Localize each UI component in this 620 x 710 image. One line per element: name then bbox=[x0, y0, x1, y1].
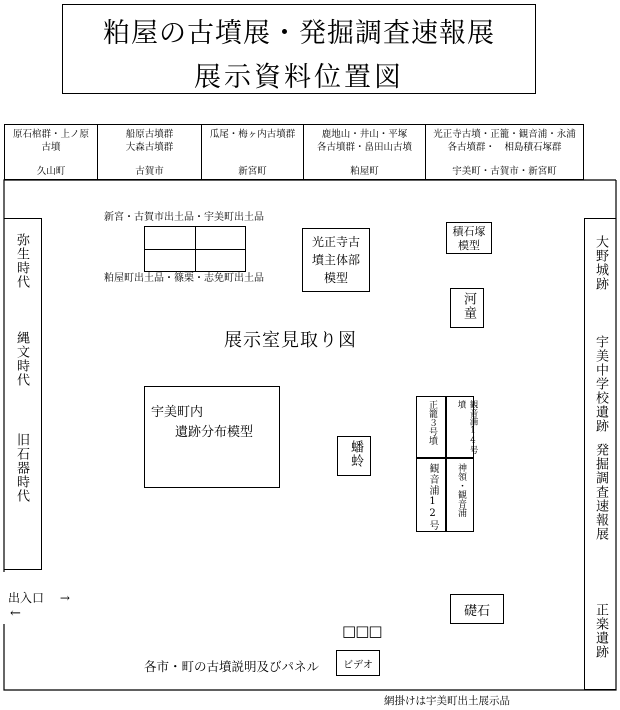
video-label: ビデオ bbox=[343, 659, 373, 671]
site-shoraku: 正楽遺跡 bbox=[593, 603, 608, 659]
square-icon: □ bbox=[368, 622, 382, 640]
table-bottom-label: 粕屋町出土品・篠栗・志免町出土品 bbox=[104, 273, 264, 284]
top-panel-area: 宇美町・古賀市・新宮町 bbox=[452, 166, 557, 177]
tsumiishi-label: 模型 bbox=[458, 239, 480, 252]
top-panel-text: 古墳 bbox=[41, 142, 61, 153]
kofun-label: 観音浦14号墳 bbox=[456, 400, 478, 454]
room-label: 展示室見取り図 bbox=[224, 330, 357, 351]
site-excavation: 発掘調査速報展 bbox=[593, 443, 608, 541]
left-era-panel bbox=[4, 218, 42, 570]
small-squares bbox=[342, 622, 382, 640]
top-panel-text: 船原古墳群 bbox=[125, 129, 174, 140]
era-yayoi: 弥生時代 bbox=[14, 233, 29, 289]
umi-map-label: 遺跡分布模型 bbox=[175, 425, 254, 440]
era-jomon: 縄文時代 bbox=[14, 331, 29, 387]
tsumiishi-model bbox=[446, 222, 492, 254]
kawado-label: 河童 bbox=[461, 292, 476, 320]
isotoishi-box bbox=[450, 594, 504, 624]
top-panel-text: 鹿地山・井山・平塚 bbox=[321, 129, 408, 140]
top-panel-text: 光正寺古墳・正籠・観音浦・永浦 bbox=[433, 129, 576, 140]
top-panel-text: 原石棺群・上ノ原 bbox=[12, 129, 89, 140]
kosho-kofun-model bbox=[302, 228, 370, 292]
kofun-label: 観音浦12号 bbox=[427, 463, 438, 531]
shoro-kofun-3 bbox=[416, 396, 446, 458]
tsukuba-label: 蟠蛉 bbox=[348, 440, 363, 468]
bottom-panel-label: 各市・町の古墳説明及びパネル bbox=[144, 659, 320, 674]
kannonura-kofun-12 bbox=[416, 458, 446, 532]
square-icon: □ bbox=[355, 622, 369, 640]
kofun-label: 神領・観音浦 bbox=[456, 463, 466, 517]
umi-site-map-model bbox=[144, 386, 280, 488]
table-top-label: 新宮・古賀市出土品・宇美町出土品 bbox=[104, 212, 264, 223]
square-icon: □ bbox=[342, 622, 356, 640]
tsukuba-box bbox=[337, 436, 371, 476]
tsumiishi-label: 積石塚 bbox=[452, 225, 486, 238]
kannonura-kofun-14 bbox=[446, 396, 478, 458]
footnote: 網掛けは宇美町出土展示品 bbox=[384, 695, 510, 707]
arrow-right-icon: → bbox=[59, 591, 70, 605]
site-umi-jhs: 宇美中学校遺跡 bbox=[593, 335, 608, 433]
top-panel-text: 各古墳群・畠田山古墳 bbox=[316, 142, 412, 153]
top-panel-area: 新宮町 bbox=[238, 166, 267, 177]
top-panel-text: 大森古墳群 bbox=[125, 142, 174, 153]
top-panel-text: 各古墳群・ 相島積石塚群 bbox=[447, 142, 562, 153]
entrance-label bbox=[8, 589, 70, 606]
top-panel-text: 瓜尾・梅ヶ内古墳群 bbox=[209, 129, 296, 140]
era-paleolithic: 旧石器時代 bbox=[14, 433, 29, 503]
isotoishi-label: 礎石 bbox=[463, 603, 490, 619]
kosho-kofun-model-label: 光正寺古墳主体部模型 bbox=[311, 235, 360, 285]
entrance-text: 出入口 bbox=[8, 591, 45, 605]
top-panel-area: 古賀市 bbox=[135, 166, 164, 177]
title-main: 粕屋の古墳展・発掘調査速報展 bbox=[103, 18, 495, 49]
umi-map-label: 宇美町内 bbox=[151, 405, 204, 420]
arrow-left-icon: ← bbox=[10, 606, 21, 621]
site-onojo: 大野城跡 bbox=[593, 235, 608, 291]
display-table-grid bbox=[144, 226, 246, 272]
grid-line bbox=[195, 227, 196, 271]
top-panel-area: 粕屋町 bbox=[350, 166, 379, 177]
jinryo-kannonura bbox=[446, 458, 474, 532]
video-box bbox=[336, 650, 380, 676]
kawado-box bbox=[450, 288, 484, 328]
title-sub: 展示資料位置図 bbox=[194, 62, 404, 93]
top-panel-area: 久山町 bbox=[36, 166, 66, 177]
right-site-panel bbox=[584, 218, 616, 690]
kofun-label: 正籠３号墳 bbox=[427, 400, 437, 445]
